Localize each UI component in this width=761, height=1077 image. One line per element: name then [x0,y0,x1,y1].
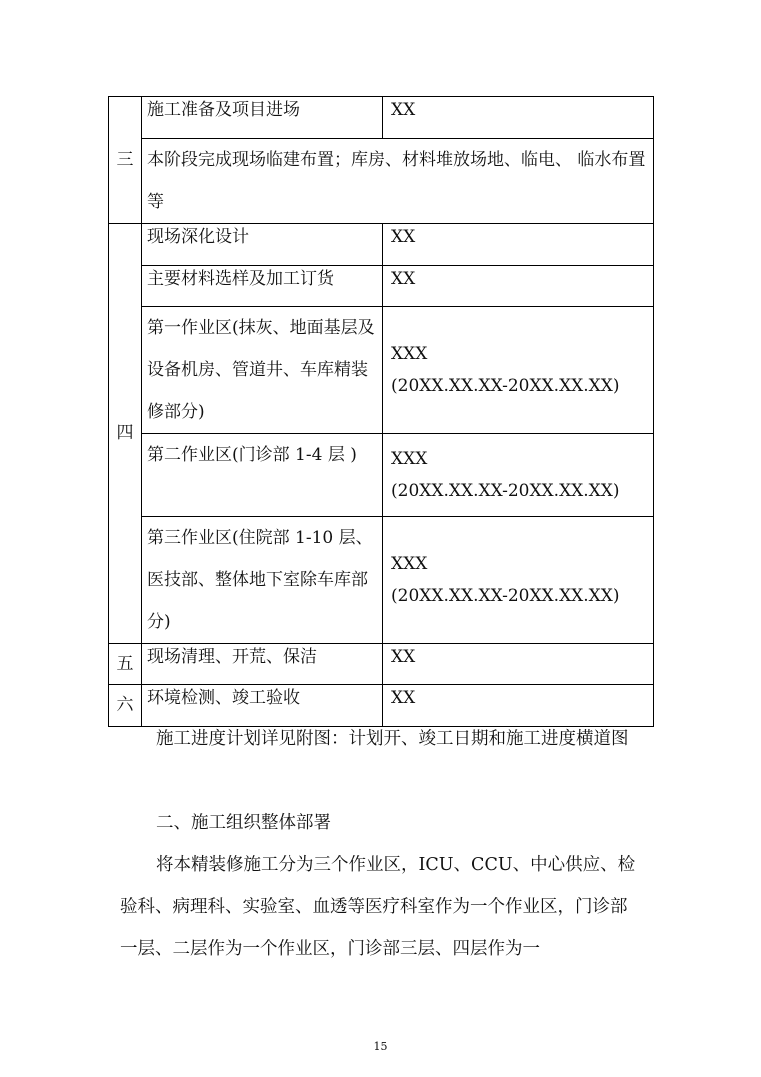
section-heading: 二、施工组织整体部署 [156,813,331,833]
task-name: 环境检测、竣工验收 [142,685,383,727]
task-duration: XX [383,266,654,307]
table-row [109,434,654,517]
task-duration: XX [383,97,654,139]
task-name: 第三作业区(住院部 1-10 层、医技部、整体地下室除车库部分) [142,517,383,644]
task-name: 现场清理、开荒、保洁 [142,644,383,685]
table-row [109,266,654,307]
section-number: 四 [109,224,142,644]
table-row [109,224,654,266]
task-duration [383,434,654,517]
date-range: (20XX.XX.XX-20XX.XX.XX) [391,481,620,501]
task-duration: XX [383,644,654,685]
table-row [109,517,654,644]
date-range: (20XX.XX.XX-20XX.XX.XX) [391,586,620,606]
date-range: (20XX.XX.XX-20XX.XX.XX) [391,376,620,396]
paragraph-schedule-note: 施工进度计划详见附图：计划开、竣工日期和施工进度横道图 [156,729,629,749]
task-duration: XX [383,685,654,727]
task-duration [383,517,654,644]
duration-label: XXX [391,449,428,469]
table-row [109,307,654,434]
duration-label: XXX [391,554,428,574]
table-row [109,139,654,224]
duration-label: XXX [391,344,428,364]
task-name: 现场深化设计 [142,224,383,266]
section-number: 五 [109,644,142,685]
schedule-table [108,96,654,727]
section-number: 六 [109,685,142,727]
section-number: 三 [109,97,142,224]
task-duration [383,307,654,434]
paragraph-work-zones: 将本精装修施工分为三个作业区，ICU、CCU、中心供应、检验科、病理科、实验室、血透等医疗科室作为一个作业区，门诊部一层、二层作为一个作业区，门诊部三层、四层作为一 [120,855,636,959]
section-description: 本阶段完成现场临建布置；库房、材料堆放场地、临电、 临水布置等 [142,139,654,224]
task-name: 主要材料选样及加工订货 [142,266,383,307]
table-row [109,644,654,685]
task-duration: XX [383,224,654,266]
task-name: 第一作业区(抹灰、地面基层及设备机房、管道井、车库精装修部分) [142,307,383,434]
table-row [109,97,654,139]
page-number: 15 [373,1040,388,1053]
task-name: 施工准备及项目进场 [142,97,383,139]
task-name: 第二作业区(门诊部 1-4 层 ) [142,434,383,517]
